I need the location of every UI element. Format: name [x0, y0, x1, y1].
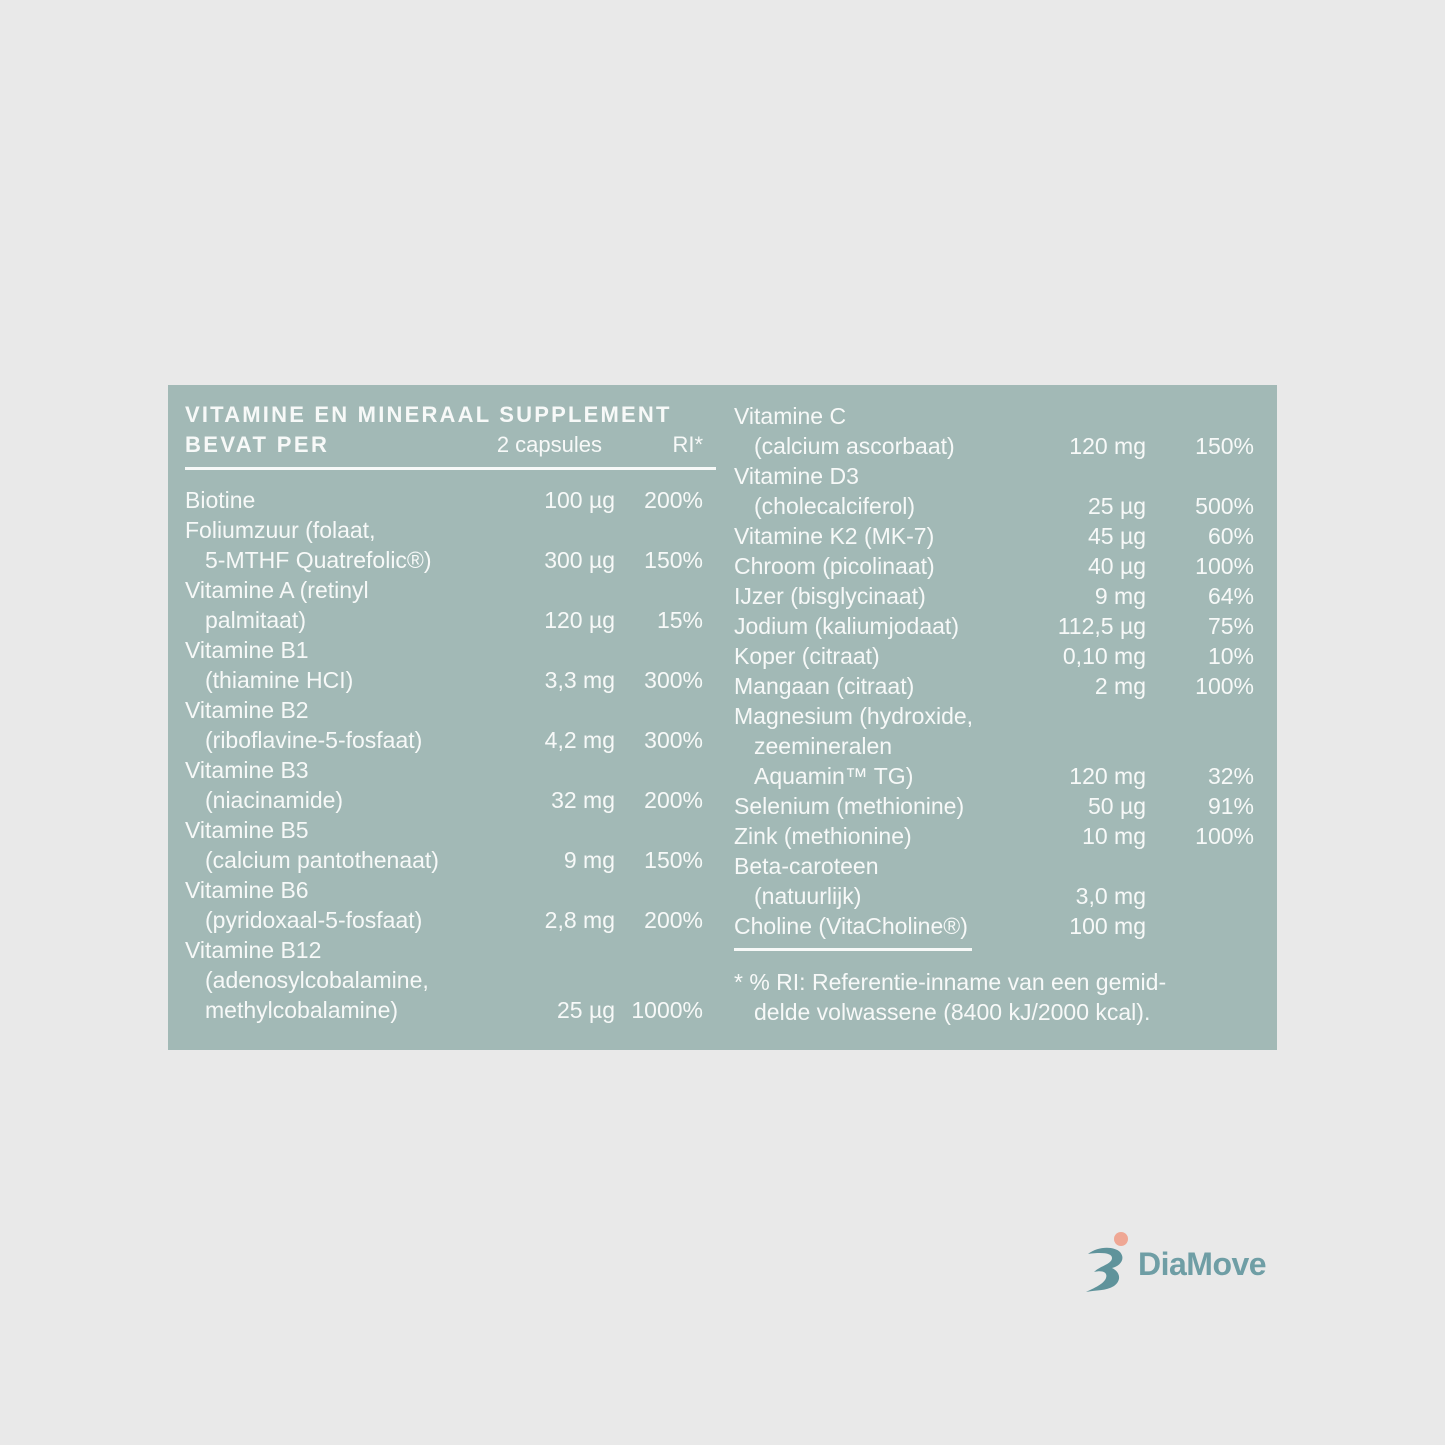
nutrient-row [185, 575, 715, 635]
nutrient-amount: 100 µg [544, 487, 615, 513]
nutrient-name-text: IJzer (bisglycinaat) [734, 583, 926, 609]
nutrient-ri-percent: 100% [1195, 823, 1254, 849]
nutrient-row [734, 581, 1264, 611]
header-divider [185, 467, 716, 470]
nutrient-row [185, 815, 715, 875]
nutrient-ri-percent: 200% [644, 487, 703, 513]
nutrient-ri-percent: 10% [1207, 643, 1254, 669]
nutrient-name: Vitamine B6 [185, 877, 309, 903]
nutrient-amount: 0,10 mg [1062, 643, 1146, 669]
nutrient-name: Vitamine B2 [185, 697, 309, 723]
nutrient-name: Vitamine C [734, 403, 847, 429]
nutrient-row [734, 821, 1264, 851]
header-amount: 2 capsules [496, 432, 602, 457]
nutrient-name-continued [185, 725, 715, 755]
nutrient-amount: 4,2 mg [544, 727, 615, 753]
footnote-divider [734, 948, 972, 951]
nutrient-name-continued [185, 845, 715, 875]
nutrient-name: Vitamine D3 [734, 463, 859, 489]
nutrient-amount: 32 mg [551, 787, 615, 813]
nutrient-amount: 25 µg [556, 997, 615, 1023]
nutrient-name-text: Vitamine K2 (MK-7) [734, 523, 935, 549]
nutrient-row [734, 851, 1264, 911]
nutrient-name [734, 521, 1264, 551]
column-header [185, 432, 715, 462]
nutrient-ri-percent: 150% [644, 547, 703, 573]
nutrient-name-text: (cholecalciferol) [754, 493, 916, 519]
nutrient-name-continued [734, 491, 1264, 521]
nutrient-amount: 3,0 mg [1075, 883, 1146, 909]
nutrient-name [734, 821, 1264, 851]
nutrient-ri-percent: 32% [1207, 763, 1254, 789]
nutrient-name-continued [734, 761, 1264, 791]
nutrient-name-text: (natuurlijk) [754, 883, 862, 909]
nutrient-amount: 50 µg [1087, 793, 1146, 819]
nutrient-name [734, 911, 1264, 941]
nutrient-name-continued [185, 785, 715, 815]
nutrient-name-text: 5-MTHF Quatrefolic®) [205, 547, 432, 573]
nutrient-name-text: palmitaat) [205, 607, 306, 633]
nutrient-name: Magnesium (hydroxide, [734, 703, 974, 729]
nutrient-name: Vitamine A (retinyl [185, 577, 369, 603]
nutrient-ri-percent: 300% [644, 727, 703, 753]
nutrient-name [734, 641, 1264, 671]
nutrient-row [185, 695, 715, 755]
nutrient-name-text: Biotine [185, 487, 256, 513]
nutrient-name [185, 485, 715, 515]
nutrient-ri-percent: 100% [1195, 553, 1254, 579]
nutrient-amount: 100 mg [1069, 913, 1146, 939]
nutrient-row [734, 551, 1264, 581]
nutrient-name-continued: (adenosylcobalamine, [205, 967, 429, 993]
nutrient-ri-percent: 150% [644, 847, 703, 873]
nutrient-amount: 120 mg [1069, 763, 1146, 789]
nutrient-name: Beta-caroteen [734, 853, 879, 879]
nutrient-amount: 3,3 mg [544, 667, 615, 693]
nutrient-name-text: Aquamin™ TG) [754, 763, 914, 789]
nutrient-name: Vitamine B12 [185, 937, 322, 963]
footnote-line-2: delde volwassene (8400 kJ/2000 kcal). [754, 999, 1151, 1025]
nutrient-name: Vitamine B5 [185, 817, 309, 843]
nutrient-list-right [734, 401, 1264, 941]
nutrient-name-continued [185, 665, 715, 695]
nutrient-row [734, 791, 1264, 821]
nutrient-name-text: (niacinamide) [205, 787, 344, 813]
nutrient-name: Foliumzuur (folaat, [185, 517, 376, 543]
header-ri: RI* [672, 432, 703, 457]
header-label: BEVAT PER [185, 432, 330, 457]
nutrient-ri-percent: 200% [644, 787, 703, 813]
nutrient-row [185, 935, 715, 1025]
nutrient-row [185, 755, 715, 815]
nutrient-row [185, 875, 715, 935]
nutrient-name-continued [185, 995, 715, 1025]
nutrient-ri-percent: 200% [644, 907, 703, 933]
nutrient-name-text: Chroom (picolinaat) [734, 553, 935, 579]
nutrient-name: Vitamine B1 [185, 637, 309, 663]
nutrient-list-left [185, 485, 715, 1025]
nutrient-amount: 45 µg [1087, 523, 1146, 549]
nutrient-row [734, 401, 1264, 461]
nutrient-name-text: Zink (methionine) [734, 823, 912, 849]
nutrient-name-text: (calcium ascorbaat) [754, 433, 955, 459]
nutrient-name [734, 791, 1264, 821]
nutrient-row [734, 671, 1264, 701]
nutrient-name [734, 671, 1264, 701]
nutrient-row [185, 515, 715, 575]
nutrient-ri-percent: 150% [1195, 433, 1254, 459]
nutrient-name-continued [185, 605, 715, 635]
nutrient-name: Vitamine B3 [185, 757, 309, 783]
nutrient-name-text: (pyridoxaal-5-fosfaat) [205, 907, 423, 933]
nutrient-name [734, 581, 1264, 611]
running-figure-icon [1080, 1228, 1140, 1294]
nutrient-amount: 9 mg [1094, 583, 1146, 609]
nutrient-ri-percent: 100% [1195, 673, 1254, 699]
nutrient-name-text: Selenium (methionine) [734, 793, 965, 819]
nutrient-row [734, 521, 1264, 551]
nutrient-name [734, 611, 1264, 641]
nutrient-row [734, 911, 1264, 941]
nutrient-ri-percent: 75% [1207, 613, 1254, 639]
nutrient-row [734, 701, 1264, 791]
footnote-line-1: * % RI: Referentie-inname van een gemid- [734, 969, 1167, 995]
nutrient-row [734, 641, 1264, 671]
nutrient-name-continued: zeemineralen [754, 733, 893, 759]
nutrient-ri-percent: 15% [656, 607, 703, 633]
nutrient-name-text: Mangaan (citraat) [734, 673, 915, 699]
nutrient-name-continued [734, 431, 1264, 461]
nutrient-amount: 112,5 µg [1057, 613, 1146, 639]
logo-wordmark: DiaMove [1138, 1246, 1267, 1282]
footnote [734, 967, 1264, 1027]
nutrient-ri-percent: 500% [1195, 493, 1254, 519]
nutrient-amount: 2,8 mg [544, 907, 615, 933]
diamove-logo [1080, 1228, 1290, 1294]
nutrient-name-text: (calcium pantothenaat) [205, 847, 439, 873]
nutrient-ri-percent: 300% [644, 667, 703, 693]
nutrient-name-text: methylcobalamine) [205, 997, 399, 1023]
nutrient-row [185, 485, 715, 515]
nutrient-ri-percent: 1000% [631, 997, 703, 1023]
nutrient-ri-percent: 91% [1207, 793, 1254, 819]
nutrient-row [734, 461, 1264, 521]
nutrient-name [734, 551, 1264, 581]
nutrient-amount: 120 µg [544, 607, 615, 633]
nutrient-ri-percent: 60% [1207, 523, 1254, 549]
nutrient-amount: 25 µg [1087, 493, 1146, 519]
nutrient-amount: 2 mg [1094, 673, 1146, 699]
nutrient-amount: 120 mg [1069, 433, 1146, 459]
nutrient-ri-percent: 64% [1207, 583, 1254, 609]
nutrient-name-text: Choline (VitaCholine®) [734, 913, 968, 939]
nutrient-name-continued [185, 905, 715, 935]
nutrient-amount: 40 µg [1087, 553, 1146, 579]
nutrient-row [185, 635, 715, 695]
nutrient-name-continued [185, 545, 715, 575]
supplement-facts-panel [168, 385, 1277, 1050]
nutrient-name-text: (riboflavine-5-fosfaat) [205, 727, 423, 753]
nutrient-row [734, 611, 1264, 641]
nutrient-name-text: (thiamine HCI) [205, 667, 354, 693]
nutrient-amount: 9 mg [563, 847, 615, 873]
panel-title: VITAMINE EN MINERAAL SUPPLEMENT [185, 402, 672, 427]
nutrient-name-continued [734, 881, 1264, 911]
nutrient-name-text: Koper (citraat) [734, 643, 880, 669]
nutrient-name-text: Jodium (kaliumjodaat) [734, 613, 959, 639]
nutrient-amount: 10 mg [1082, 823, 1146, 849]
nutrient-amount: 300 µg [544, 547, 615, 573]
